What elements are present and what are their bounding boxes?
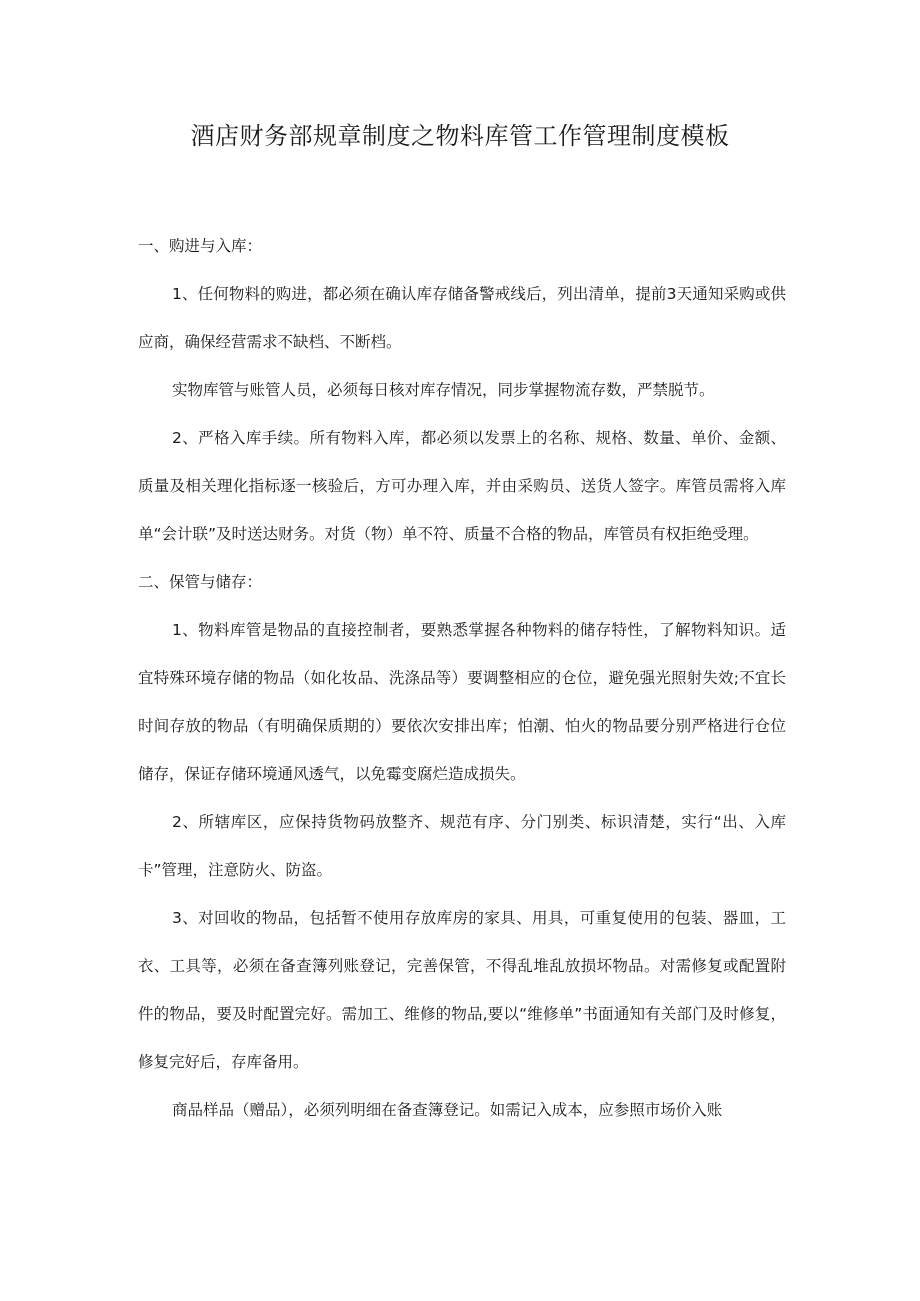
section-heading-storage: 二、保管与储存： [138,573,263,591]
paragraph: 1、物料库管是物品的直接控制者，要熟悉掌握各种物料的储存特性，了解物料知识。适宜特殊环境存储的物品（如化妆品、洗涤品等）要调整相应的仓位，避免强光照射失效;不宜长时间存放的物品（有明确保质期的）要依次安排出库；怕潮、怕火的物品要分别严格进行仓位储存，保证存储环境通风透气，以免霉变腐烂造成损失。 [138,621,786,783]
paragraph: 实物库管与账管人员，必须每日核对库存情况，同步掌握物流存数，严禁脱节。 [172,381,715,399]
paragraph: 3、对回收的物品，包括暂不使用存放库房的家具、用具，可重复使用的包装、器皿，工衣、工具等，必须在备查簿列账登记，完善保管，不得乱堆乱放损坏物品。对需修复或配置附件的物品，要及时配置完好。需加工、维修的物品,要以“维修单”书面通知有关部门及时修复，修复完好后，存库备用。 [138,909,786,1071]
paragraph: 2、所辖库区，应保持货物码放整齐、规范有序、分门别类、标识清楚，实行“出、入库卡”管理，注意防火、防盗。 [138,813,786,879]
paragraph: 1、任何物料的购进，都必须在确认库存储备警戒线后，列出清单，提前3天通知采购或供应商，确保经营需求不缺档、不断档。 [138,285,786,351]
paragraph: 商品样品（赠品），必须列明细在备查簿登记。如需记入成本，应参照市场价入账 [172,1101,723,1119]
document-body [138,222,786,1134]
section-heading-purchase: 一、购进与入库： [138,237,263,255]
paragraph: 2、严格入库手续。所有物料入库，都必须以发票上的名称、规格、数量、单价、金额、质量及相关理化指标逐一核验后，方可办理入库，并由采购员、送货人签字。库管员需将入库单“会计联”及时送达财务。对货（物）单不符、质量不合格的物品，库管员有权拒绝受理。 [138,429,786,543]
document-title: 酒店财务部规章制度之物料库管工作管理制度模板 [190,122,730,150]
